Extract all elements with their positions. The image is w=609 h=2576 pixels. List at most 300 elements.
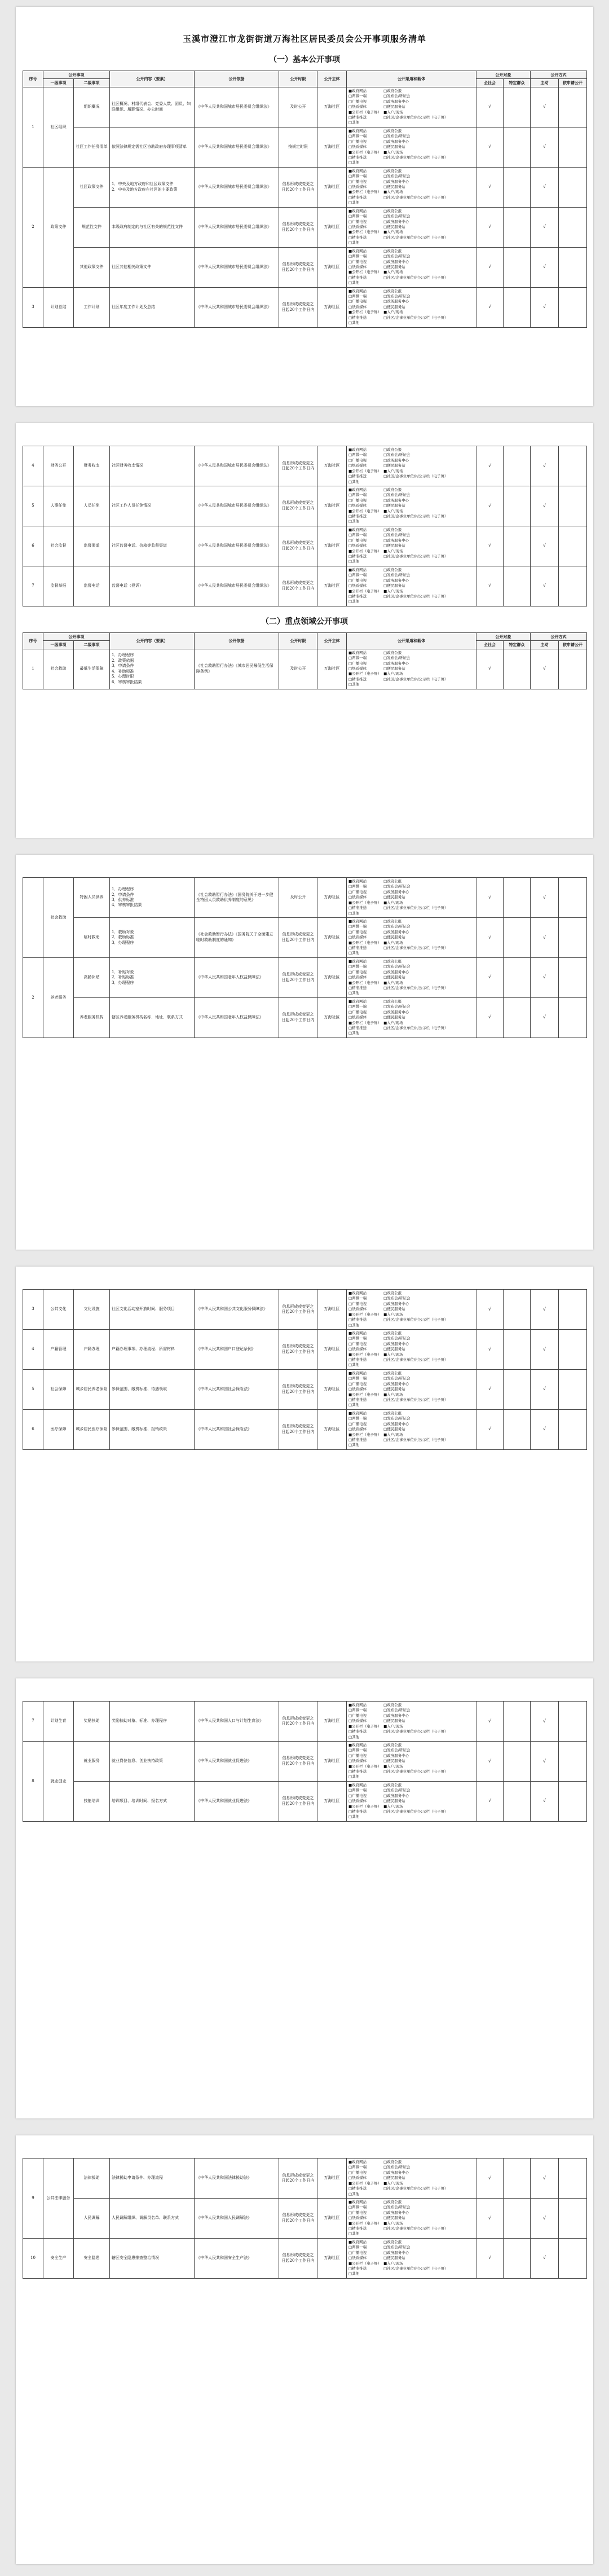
cell-level2: 监督电话 [74, 566, 110, 606]
cell-seq [23, 878, 43, 958]
table-row [23, 87, 587, 127]
document-title: 玉溪市澄江市龙街街道万海社区居民委员会公开事项服务清单 [182, 34, 426, 44]
channel-option: ■入户/现场 [383, 1764, 403, 1769]
table-row [23, 997, 587, 1038]
mark-apply [559, 2238, 587, 2278]
mark-active: √ [531, 486, 559, 526]
mark-active: √ [531, 1741, 559, 1781]
cell-seq: 9 [23, 2159, 43, 2239]
channel-options [347, 917, 476, 957]
col-time: 公开时限 [279, 632, 317, 649]
channel-option: □政务服务中心 [383, 2210, 409, 2215]
mark-apply [559, 207, 587, 247]
mark-apply [559, 127, 587, 167]
table-basic-items-cont [23, 446, 587, 606]
channel-option: □精准推送 [348, 1769, 367, 1774]
cell-subject: 万海社区 [317, 1290, 347, 1330]
channel-option: □发布会/听证会 [383, 134, 411, 139]
channel-option: ■公开栏（电子屏） [348, 1804, 382, 1809]
cell-level1: 社会监督 [43, 526, 74, 566]
channel-option: ■入户/现场 [383, 940, 403, 945]
channel-option: □政府公报 [383, 2160, 402, 2164]
channel-option: □便民服务站 [383, 1718, 405, 1724]
cell-level2: 财务收支 [74, 446, 110, 486]
cell-time: 信息形成或变更之日起20个工作日内 [279, 2238, 317, 2278]
channel-option: □政务服务中心 [383, 538, 409, 543]
col-all: 全社会 [476, 641, 504, 649]
mark-specific [504, 486, 531, 526]
channel-option: □两微一端 [348, 2165, 367, 2170]
channel-option: □政务服务中心 [383, 578, 409, 583]
cell-time: 信息形成或变更之日起20个工作日内 [279, 247, 317, 287]
channel-option: □两微一端 [348, 493, 367, 498]
mark-specific [504, 446, 531, 486]
channel-option: □广播电视 [348, 2250, 367, 2255]
channel-option: □政务服务中心 [383, 498, 409, 503]
cell-time: 信息形成或变更之日起20个工作日内 [279, 526, 317, 566]
channel-option: □精准推送 [348, 195, 367, 200]
channel-option: □其他 [348, 1362, 360, 1368]
col-active: 主动 [531, 79, 559, 87]
channel-option: □精准推送 [348, 1397, 367, 1403]
channel-option: □社区/企事业单位/村公示栏（电子屏） [383, 1357, 448, 1362]
mark-specific [504, 1369, 531, 1409]
channel-option: □便民服务站 [383, 1347, 405, 1352]
table-row [23, 2159, 587, 2199]
mark-specific [504, 917, 531, 957]
channel-option: □广播电视 [348, 2170, 367, 2175]
channel-option: □纸质媒体 [348, 1718, 367, 1724]
channel-option: □精准推送 [348, 2266, 367, 2271]
cell-subject: 万海社区 [317, 247, 347, 287]
channel-option: □社区/企事业单位/村公示栏（电子屏） [383, 1025, 448, 1030]
channel-option: □社区/企事业单位/村公示栏（电子屏） [383, 1729, 448, 1734]
channel-option: □纸质媒体 [348, 2215, 367, 2221]
channel-option: □纸质媒体 [348, 2175, 367, 2181]
channel-option: □社区/企事业单位/村公示栏（电子屏） [383, 2226, 448, 2231]
channel-option: □广播电视 [348, 1421, 367, 1426]
cell-basis: 《中华人民共和国老年人权益保障法》 [195, 957, 279, 997]
channel-option: ■政府网站 [348, 1703, 367, 1707]
channel-option: □纸质媒体 [348, 184, 367, 190]
cell-time: 信息形成或变更之日起20个工作日内 [279, 446, 317, 486]
channel-option: □社区/企事业单位/村公示栏（电子屏） [383, 315, 448, 320]
cell-basis: 《中华人民共和国城市居民委员会组织法》 [195, 287, 279, 327]
channel-option: □政务服务中心 [383, 99, 409, 104]
cell-subject: 万海社区 [317, 167, 347, 207]
channel-option: □便民服务站 [383, 1759, 405, 1764]
channel-option: □社区/企事业单位/村公示栏（电子屏） [383, 115, 448, 120]
channel-option: ■政府网站 [348, 1782, 367, 1787]
cell-content: 本级政府制定的与社区有关的规范性文件 [110, 207, 195, 247]
cell-subject: 万海社区 [317, 2159, 347, 2199]
cell-level2: 法律援助 [74, 2159, 110, 2199]
mark-all: √ [476, 87, 504, 127]
channel-option: □发布会/听证会 [383, 294, 411, 299]
cell-level2: 奖励扶助 [74, 1702, 110, 1742]
cell-basis: 《中华人民共和国就业促进法》 [195, 1741, 279, 1781]
channel-option: □社区/企事业单位/村公示栏（电子屏） [383, 986, 448, 991]
cell-basis: 《中华人民共和国城市居民委员会组织法》 [195, 446, 279, 486]
channel-option: □两微一端 [348, 1336, 367, 1341]
mark-active: √ [531, 127, 559, 167]
channel-option: □其他 [348, 120, 360, 125]
channel-option: □发布会/听证会 [383, 94, 411, 99]
channel-option: □纸质媒体 [348, 583, 367, 588]
cell-time: 及时公开 [279, 649, 317, 689]
mark-specific [504, 207, 531, 247]
col-all: 全社会 [476, 79, 504, 87]
channel-option: □政府公报 [383, 567, 402, 572]
channel-option: ■政府网站 [348, 918, 367, 924]
channel-option: □政府公报 [383, 88, 402, 93]
channel-options [347, 127, 476, 167]
table-row [23, 1369, 587, 1409]
channel-option: □两微一端 [348, 533, 367, 538]
channel-option: □其他 [348, 911, 360, 916]
channel-option: ■公开栏（电子屏） [348, 2261, 382, 2266]
channel-option: □发布会/听证会 [383, 533, 411, 538]
cell-basis: 《中华人民共和国城市居民委员会组织法》 [195, 566, 279, 606]
cell-basis: 《社会救助暂行办法》《城市居民最低生活保障条例》 [195, 649, 279, 689]
document-page-4 [16, 1267, 593, 1661]
channel-option: □其他 [348, 1443, 360, 1448]
mark-apply [559, 486, 587, 526]
channel-options [347, 207, 476, 247]
channel-option: □发布会/听证会 [383, 174, 411, 179]
col-apply: 依申请公开 [559, 641, 587, 649]
channel-option: ■公开栏（电子屏） [348, 310, 382, 315]
channel-option: □发布会/听证会 [383, 254, 411, 259]
channel-option: □精准推送 [348, 474, 367, 479]
channel-option: □纸质媒体 [348, 1347, 367, 1352]
mark-all: √ [476, 1329, 504, 1369]
channel-option: □精准推送 [348, 514, 367, 519]
channel-option: □两微一端 [348, 452, 367, 458]
cell-subject: 万海社区 [317, 957, 347, 997]
channel-option: □两微一端 [348, 254, 367, 259]
channel-option: □便民服务站 [383, 2175, 405, 2181]
channel-option: □广播电视 [348, 259, 367, 264]
channel-option: ■入户/现场 [383, 588, 403, 594]
channel-options [347, 1329, 476, 1369]
channel-option: □政府公报 [383, 208, 402, 213]
table-body [23, 1702, 587, 1822]
cell-level2: 养老服务机构 [74, 997, 110, 1038]
channel-option: □便民服务站 [383, 2215, 405, 2221]
mark-specific [504, 287, 531, 327]
mark-apply [559, 878, 587, 918]
channel-option: ■公开栏（电子屏） [348, 671, 382, 676]
cell-basis: 《中华人民共和国城市居民委员会组织法》 [195, 167, 279, 207]
channel-option: ■入户/现场 [383, 230, 403, 235]
cell-level1: 公共法律服务 [43, 2159, 74, 2239]
table-key-items-cont [23, 1289, 587, 1450]
channel-option: □社区/企事业单位/村公示栏（电子屏） [383, 676, 448, 682]
cell-basis: 《中华人民共和国城市居民委员会组织法》 [195, 207, 279, 247]
col-content: 公开内容（要素） [110, 632, 195, 649]
channel-option: □其他 [348, 240, 360, 245]
channel-option: □发布会/听证会 [383, 656, 411, 661]
table-key-items-cont [23, 877, 587, 1038]
channel-option: □政务服务中心 [383, 1421, 409, 1426]
mark-specific [504, 87, 531, 127]
cell-seq: 3 [23, 1290, 43, 1330]
mark-specific [504, 526, 531, 566]
channel-options [347, 247, 476, 287]
channel-option: □精准推送 [348, 905, 367, 911]
channel-option: □政府公报 [383, 1703, 402, 1707]
mark-active: √ [531, 167, 559, 207]
channel-option: □精准推送 [348, 676, 367, 682]
cell-time: 按规定时限 [279, 127, 317, 167]
channel-option: □纸质媒体 [348, 935, 367, 940]
channel-option: □其他 [348, 2191, 360, 2196]
channel-option: □政府公报 [383, 1742, 402, 1747]
channel-option: □发布会/听证会 [383, 1336, 411, 1341]
mark-all: √ [476, 207, 504, 247]
channel-option: □广播电视 [348, 538, 367, 543]
channel-option: ■政府网站 [348, 2239, 367, 2244]
cell-content: 户籍办理事项、办理流程、所需材料 [110, 1329, 195, 1369]
cell-level1: 公共文化 [43, 1290, 74, 1330]
channel-option: □发布会/听证会 [383, 1748, 411, 1753]
channel-option: □精准推送 [348, 1729, 367, 1734]
channel-option: □政府公报 [383, 1330, 402, 1335]
channel-option: □社区/企事业单位/村公示栏（电子屏） [383, 235, 448, 240]
mark-all: √ [476, 526, 504, 566]
channel-option: □精准推送 [348, 2226, 367, 2231]
cell-seq: 6 [23, 1409, 43, 1449]
col-item: 公开事项 [43, 71, 110, 79]
cell-seq: 3 [23, 287, 43, 327]
cell-content: 1．办理程序 2．申请条件 3．供养标准 4．审核审批结果 [110, 878, 195, 918]
table-body [23, 446, 587, 606]
channel-option: ■政府网站 [348, 487, 367, 492]
cell-subject: 万海社区 [317, 566, 347, 606]
table-basic-items [23, 71, 587, 328]
channel-option: □两微一端 [348, 94, 367, 99]
channel-option: □广播电视 [348, 1381, 367, 1386]
channel-options [347, 649, 476, 689]
cell-subject: 万海社区 [317, 1741, 347, 1781]
channel-option: ■入户/现场 [383, 1724, 403, 1729]
cell-content: 法律援助申请条件、办理流程 [110, 2159, 195, 2199]
col-level1: 一级事项 [43, 79, 74, 87]
cell-content: 社区其他相关政策文件 [110, 247, 195, 287]
channel-option: □精准推送 [348, 554, 367, 559]
table-body [23, 87, 587, 327]
channel-option: ■公开栏（电子屏） [348, 980, 382, 985]
table-row [23, 2238, 587, 2278]
channel-option: □广播电视 [348, 1341, 367, 1346]
cell-level2: 其他政策文件 [74, 247, 110, 287]
mark-active: √ [531, 878, 559, 918]
mark-active: √ [531, 566, 559, 606]
channel-option: □便民服务站 [383, 264, 405, 269]
channel-option: □便民服务站 [383, 1015, 405, 1020]
channel-option: □纸质媒体 [348, 1427, 367, 1432]
channel-option: □广播电视 [348, 969, 367, 974]
channel-options [347, 1741, 476, 1781]
channel-option: □其他 [348, 991, 360, 996]
table-row [23, 1290, 587, 1330]
cell-basis: 《中华人民共和国城市居民委员会组织法》 [195, 486, 279, 526]
channel-option: ■入户/现场 [383, 1392, 403, 1397]
channel-option: □其他 [348, 2231, 360, 2236]
channel-option: □其他 [348, 559, 360, 564]
mark-apply [559, 1329, 587, 1369]
channel-option: □精准推送 [348, 1437, 367, 1442]
channel-option: ■公开栏（电子屏） [348, 2221, 382, 2226]
cell-subject: 万海社区 [317, 207, 347, 247]
channel-option: ■公开栏（电子屏） [348, 150, 382, 155]
channel-option: ■公开栏（电子屏） [348, 468, 382, 473]
mark-active: √ [531, 1290, 559, 1330]
channel-option: ■公开栏（电子屏） [348, 1432, 382, 1437]
channel-option: □纸质媒体 [348, 144, 367, 150]
document-page-5 [16, 1678, 593, 2118]
channel-option: ■入户/现场 [383, 2181, 403, 2186]
channel-option: □社区/企事业单位/村公示栏（电子屏） [383, 275, 448, 280]
mark-apply [559, 167, 587, 207]
col-apply: 依申请公开 [559, 79, 587, 87]
channel-option: □广播电视 [348, 1713, 367, 1718]
channel-option: □广播电视 [348, 458, 367, 463]
channel-option: □广播电视 [348, 179, 367, 184]
channel-option: □便民服务站 [383, 104, 405, 109]
mark-active: √ [531, 287, 559, 327]
channel-option: ■政府网站 [348, 1742, 367, 1747]
channel-option: □精准推送 [348, 315, 367, 320]
table-row [23, 127, 587, 167]
cell-basis: 《社会救助暂行办法》《国务院关于进一步健全特困人员救助供养制度的意见》 [195, 878, 279, 918]
mark-all: √ [476, 649, 504, 689]
mark-all: √ [476, 2159, 504, 2199]
channel-option: ■入户/现场 [383, 310, 403, 315]
mark-all: √ [476, 167, 504, 207]
channel-option: □便民服务站 [383, 935, 405, 940]
mark-all: √ [476, 997, 504, 1038]
channel-option: □社区/企事业单位/村公示栏（电子屏） [383, 946, 448, 951]
mark-active: √ [531, 649, 559, 689]
cell-content: 辖区养老服务机构名称、地址、联系方式 [110, 997, 195, 1038]
section-title-basic: （一）基本公开事项 [269, 55, 340, 64]
channel-option: □发布会/听证会 [383, 2165, 411, 2170]
channel-option: □政府公报 [383, 128, 402, 133]
channel-option: ■公开栏（电子屏） [348, 1020, 382, 1025]
cell-content: 人民调解组织、调解员名单、联系方式 [110, 2198, 195, 2238]
cell-basis: 《中华人民共和国公共文化服务保障法》 [195, 1290, 279, 1330]
channel-option: ■入户/现场 [383, 508, 403, 513]
mark-active: √ [531, 1369, 559, 1409]
channel-options [347, 1290, 476, 1330]
cell-basis: 《中华人民共和国城市居民委员会组织法》 [195, 87, 279, 127]
cell-content: 奖励扶助对象、标准、办理程序 [110, 1702, 195, 1742]
mark-active: √ [531, 446, 559, 486]
channel-option: ■政府网站 [348, 248, 367, 253]
cell-subject: 万海社区 [317, 917, 347, 957]
channel-option: ■公开栏（电子屏） [348, 2181, 382, 2186]
channel-option: ■公开栏（电子屏） [348, 230, 382, 235]
channel-options [347, 1781, 476, 1821]
channel-option: □社区/企事业单位/村公示栏（电子屏） [383, 155, 448, 160]
channel-option: □两微一端 [348, 1788, 367, 1793]
table-row [23, 486, 587, 526]
table-row [23, 247, 587, 287]
col-basis: 公开依据 [195, 71, 279, 87]
channel-option: ■公开栏（电子屏） [348, 1352, 382, 1357]
channel-option: ■政府网站 [348, 447, 367, 452]
cell-time: 信息形成或变更之日起20个工作日内 [279, 2159, 317, 2199]
channel-option: ■入户/现场 [383, 150, 403, 155]
channel-option: □精准推送 [348, 986, 367, 991]
channel-options [347, 287, 476, 327]
col-content: 公开内容（要素） [110, 71, 195, 87]
mark-active: √ [531, 2238, 559, 2278]
cell-basis: 《中华人民共和国法律援助法》 [195, 2159, 279, 2199]
channel-option: ■入户/现场 [383, 1804, 403, 1809]
cell-time: 信息形成或变更之日起20个工作日内 [279, 287, 317, 327]
mark-specific [504, 997, 531, 1038]
cell-time: 信息形成或变更之日起20个工作日内 [279, 167, 317, 207]
mark-all: √ [476, 247, 504, 287]
cell-content: 1．补贴对象 2．补贴标准 3．办理程序 [110, 957, 195, 997]
mark-active: √ [531, 2198, 559, 2238]
cell-subject: 万海社区 [317, 1369, 347, 1409]
channel-option: □政府公报 [383, 879, 402, 883]
channel-option: □社区/企事业单位/村公示栏（电子屏） [383, 905, 448, 911]
cell-content: 社区工作人员任免情况 [110, 486, 195, 526]
mark-apply [559, 649, 587, 689]
cell-content: 社区财务收支情况 [110, 446, 195, 486]
channel-option: ■公开栏（电子屏） [348, 508, 382, 513]
cell-level2: 工作计划 [74, 287, 110, 327]
channel-option: □两微一端 [348, 884, 367, 889]
channel-option: □政府公报 [383, 487, 402, 492]
table-body [23, 649, 587, 689]
mark-all: √ [476, 566, 504, 606]
channel-option: □两微一端 [348, 1708, 367, 1713]
channel-option: □两微一端 [348, 174, 367, 179]
table-row [23, 2198, 587, 2238]
cell-time: 信息形成或变更之日起20个工作日内 [279, 486, 317, 526]
mark-all: √ [476, 1409, 504, 1449]
channel-option: □政务服务中心 [383, 1009, 409, 1014]
cell-time: 信息形成或变更之日起20个工作日内 [279, 1781, 317, 1821]
cell-level1: 社会保障 [43, 1369, 74, 1409]
mark-all: √ [476, 287, 504, 327]
channel-option: ■政府网站 [348, 128, 367, 133]
mark-specific [504, 2198, 531, 2238]
col-target: 公开对象 [476, 632, 531, 640]
mark-active: √ [531, 1329, 559, 1369]
cell-time: 及时公开 [279, 87, 317, 127]
col-active: 主动 [531, 641, 559, 649]
cell-level2: 监督渠道 [74, 526, 110, 566]
channel-option: □精准推送 [348, 235, 367, 240]
cell-level2: 文化设施 [74, 1290, 110, 1330]
channel-option: □社区/企事业单位/村公示栏（电子屏） [383, 1317, 448, 1322]
channel-option: □社区/企事业单位/村公示栏（电子屏） [383, 554, 448, 559]
channel-option: ■公开栏（电子屏） [348, 1312, 382, 1317]
channel-option: □精准推送 [348, 2186, 367, 2191]
cell-seq: 4 [23, 446, 43, 486]
channel-option: □发布会/听证会 [383, 1416, 411, 1421]
cell-seq: 7 [23, 566, 43, 606]
cell-time: 信息形成或变更之日起20个工作日内 [279, 566, 317, 606]
cell-seq: 5 [23, 1369, 43, 1409]
